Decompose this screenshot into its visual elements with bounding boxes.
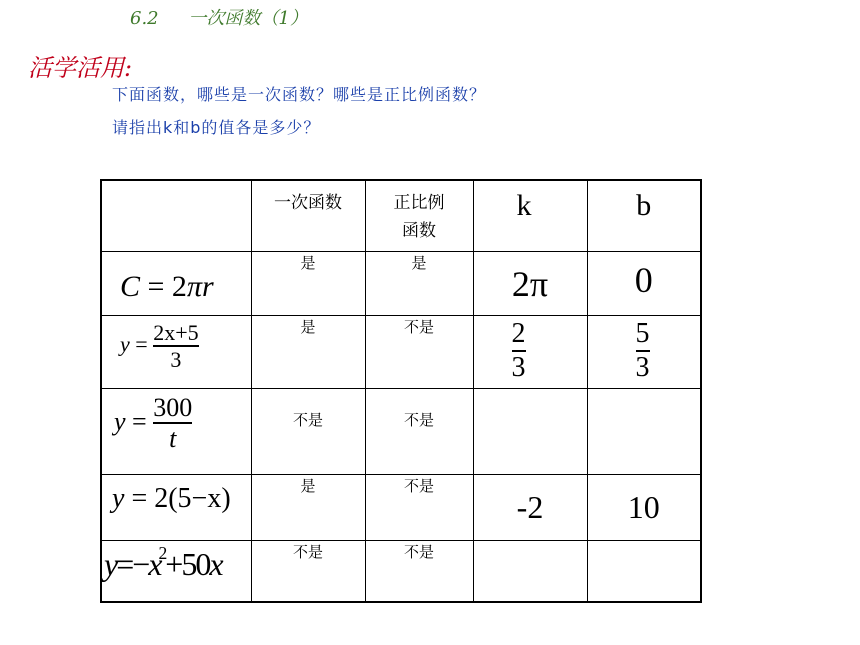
header-empty-cell — [101, 180, 251, 251]
table-row — [101, 388, 701, 474]
formula: C = 2πr — [120, 269, 214, 303]
k-cell: $\frac{2}{3}$ — [473, 315, 587, 388]
formula: y = $\frac{2x+5}{3}$ — [120, 319, 199, 372]
formula: y = $\frac{300}{t}$ — [114, 392, 193, 454]
formula-cell — [101, 474, 251, 540]
formula: y = 2(5−x) — [112, 482, 231, 514]
slide-header — [130, 4, 308, 30]
formula: $y=-x^2+50x$ — [104, 542, 222, 582]
header-direct: 正比例 函数 — [365, 180, 473, 251]
b-cell — [587, 540, 701, 602]
section-number: 6.2 — [130, 8, 159, 29]
k-cell — [473, 540, 587, 602]
linear-cell: 是 — [251, 474, 365, 540]
formula-cell — [101, 251, 251, 315]
table-row — [101, 474, 701, 540]
direct-cell: 不是 — [365, 315, 473, 388]
table-row — [101, 540, 701, 602]
k-cell — [473, 388, 587, 474]
direct-cell: 不是 — [365, 474, 473, 540]
heading: 活学活用: — [28, 54, 133, 82]
linear-cell: 不是 — [251, 388, 365, 474]
direct-cell: 不是 — [365, 540, 473, 602]
table-row — [101, 251, 701, 315]
linear-cell: 是 — [251, 251, 365, 315]
direct-cell: 不是 — [365, 388, 473, 474]
question-1: 下面函数，哪些是一次函数？哪些是正比例函数？ — [112, 85, 487, 104]
k-cell: -2 — [473, 474, 587, 540]
direct-cell: 是 — [365, 251, 473, 315]
formula-cell — [101, 540, 251, 602]
section-title: 一次函数（1） — [188, 8, 308, 29]
question-2: 请指出k和b的值各是多少？ — [112, 118, 321, 137]
formula-cell — [101, 388, 251, 474]
b-cell: 0 — [587, 251, 701, 315]
function-table — [100, 179, 702, 603]
table-row — [101, 315, 701, 388]
b-cell — [587, 388, 701, 474]
b-cell: $\frac{5}{3}$ — [587, 315, 701, 388]
linear-cell: 不是 — [251, 540, 365, 602]
header-linear: 一次函数 — [251, 180, 365, 251]
linear-cell: 是 — [251, 315, 365, 388]
k-cell: 2π — [473, 251, 587, 315]
formula-cell — [101, 315, 251, 388]
b-cell: 10 — [587, 474, 701, 540]
header-k: k — [473, 180, 587, 251]
table-header-row — [101, 180, 701, 251]
header-b: b — [587, 180, 701, 251]
